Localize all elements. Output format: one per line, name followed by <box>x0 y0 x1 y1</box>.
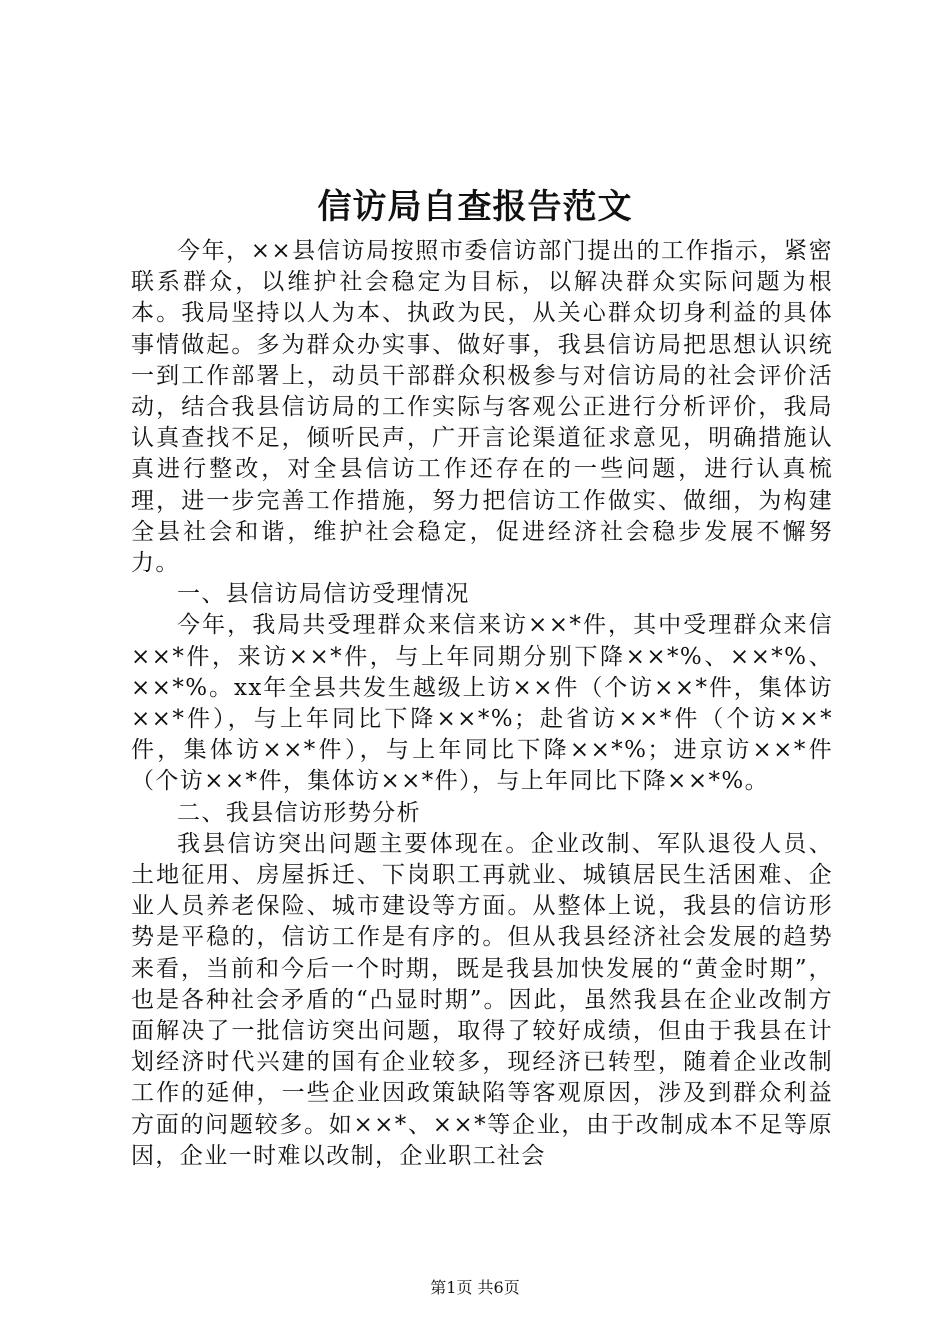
paragraph-intro: 今年，××县信访局按照市委信访部门提出的工作指示，紧密联系群众，以维护社会稳定为目标，以解决群众实际问题为根本。我局坚持以人为本、执政为民，从关心群众切身利益的具体事情做起。多为群众办实事、做好事，我县信访局把思想认识统一到工作部署上，动员干部群众积极参与对信访局的社会评价活动，结合我县信访局的工作实际与客观公正进行分析评价，我局认真查找不足，倾听民声，广开言论渠道征求意见，明确措施认真进行整改，对全县信访工作还存在的一些问题，进行认真梳理，进一步完善工作措施，努力把信访工作做实、做细，为构建全县社会和谐，维护社会稳定，促进经济社会稳步发展不懈努力。 <box>131 238 833 577</box>
document-title: 信访局自查报告范文 <box>317 187 633 227</box>
paragraph-section-1: 今年，我局共受理群众来信来访××*件，其中受理群众来信××*件，来访××*件，与上年同期分别下降××*%、××*%、××*%。xx年全县共发生越级上访××件（个访××*件，集体访××*件），与上年同比下降××*%；赴省访××*件（个访××*件，集体访××*件），与上年同比下降××*%；进京访××*件（个访××*件，集体访××*件），与上年同比下降××*%。 <box>131 612 833 795</box>
page-number-footer: 第1页 共6页 <box>430 1278 520 1297</box>
section-heading-2: 二、我县信访形势分析 <box>177 799 421 826</box>
document-body <box>131 236 833 1172</box>
paragraph-section-2: 我县信访突出问题主要体现在。企业改制、军队退役人员、土地征用、房屋拆迁、下岗职工再就业、城镇居民生活困难、企业人员养老保险、城市建设等方面。从整体上说，我县的信访形势是平稳的，信访工作是有序的。但从我县经济社会发展的趋势来看，当前和今后一个时期，既是我县加快发展的“黄金时期”，也是各种社会矛盾的“凸显时期”。因此，虽然我县在企业改制方面解决了一批信访突出问题，取得了较好成绩，但由于我县在计划经济时代兴建的国有企业较多，现经济已转型，随着企业改制工作的延伸，一些企业因政策缺陷等客观原因，涉及到群众利益方面的问题较多。如××*、××*等企业，由于改制成本不足等原因，企业一时难以改制，企业职工社会 <box>131 830 833 1169</box>
section-heading-1: 一、县信访局信访受理情况 <box>177 581 470 608</box>
